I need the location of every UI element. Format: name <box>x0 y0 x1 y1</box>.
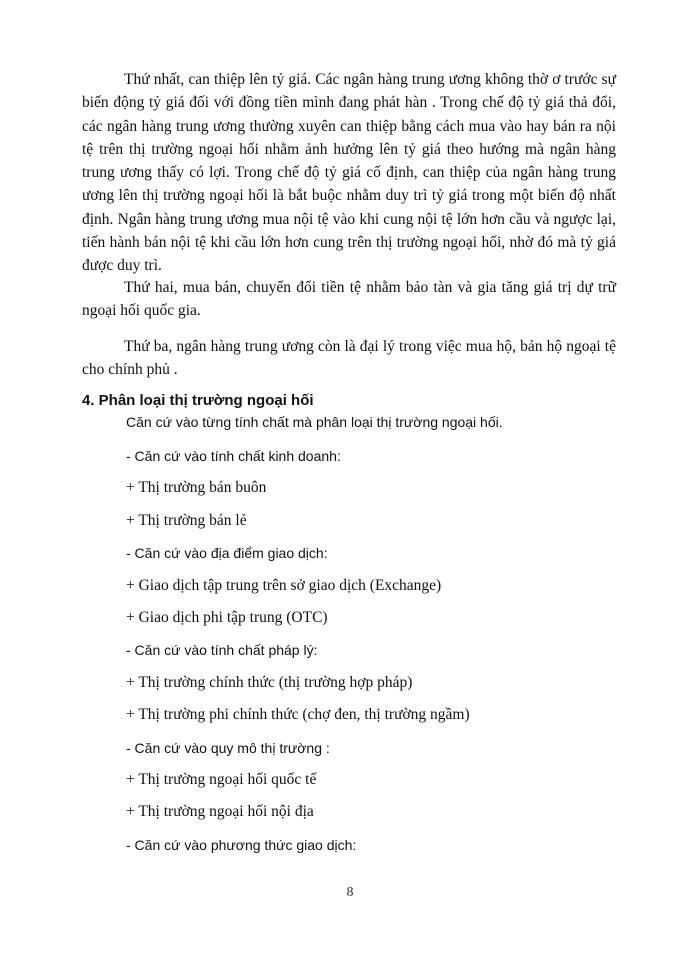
paragraph-central-bank-exchange-rate: Thứ nhất, can thiệp lên tỷ giá. Các ngân hàng trung ương không thờ ơ trước sự biến động tỷ giá đối với đồng tiền mình đang phát hàn . Trong chế độ tỷ giá thả đổi, các ngân hàng trung ương thường xuyên can thiệp bằng cách mua vào hay bán ra nội tệ trên thị trường ngoại hối nhằm ảnh hưởng lên tỷ giá theo hướng mà ngân hàng trung ương thấy có lợi. Trong chế độ tỷ giá cố định, can thiệp của ngân hàng trung ương lên thị trường ngoại hối là bắt buộc nhằm duy trì tỷ giá trong một biến độ nhất định. Ngân hàng trung ương mua nội tệ vào khi cung nội tệ lớn hơn cầu và ngược lại, tiến hành bán nội tệ khi cầu lớn hơn cung trên thị trường ngoại hối, nhờ đó mà tỷ giá được duy trì. <box>82 71 616 275</box>
list-item-criterion: - Căn cứ vào địa điểm giao dịch: <box>126 545 328 562</box>
list-item-option: + Giao dịch tập trung trên sở giao dịch (Exchange) <box>126 576 442 594</box>
classification-list <box>126 446 470 867</box>
list-item-option: + Thị trường chính thức (thị trường hợp pháp) <box>126 673 413 691</box>
paragraph-government-agent: Thứ ba, ngân hàng trung ương còn là đại lý trong việc mua hộ, bản hộ ngoại tệ cho chính phủ . <box>82 338 616 379</box>
list-item-option: + Thị trường ngoại hối nội địa <box>126 803 314 821</box>
list-item-criterion: - Căn cứ vào phương thức giao dịch: <box>126 836 357 853</box>
list-item-criterion: - Căn cứ vào quy mô thị trường : <box>126 739 330 756</box>
section-intro: Căn cứ vào từng tính chất mà phân loại thị trường ngoại hối. <box>126 414 503 430</box>
list-item-option: + Thị trường bán lẻ <box>126 511 247 529</box>
list-item-option: + Thị trường ngoại hối quốc tế <box>126 770 317 788</box>
list-item-option: + Thị trường bán buôn <box>126 479 267 497</box>
list-item-option: + Thị trường phi chính thức (chợ đen, thị trường ngầm) <box>126 706 470 724</box>
section-heading: 4. Phân loại thị trường ngoại hối <box>82 392 314 409</box>
list-item-criterion: - Căn cứ vào tính chất pháp lý: <box>126 642 318 659</box>
list-item-option: + Giao dịch phi tập trung (OTC) <box>126 608 328 626</box>
paragraph-reserve-management: Thứ hai, mua bán, chuyển đổi tiền tệ nhằm bảo tàn và gia tăng giá trị dự trữ ngoại hối quốc gia. <box>82 279 616 320</box>
page-number: 8 <box>346 885 354 900</box>
list-item-criterion: - Căn cứ vào tính chất kinh doanh: <box>126 448 341 464</box>
